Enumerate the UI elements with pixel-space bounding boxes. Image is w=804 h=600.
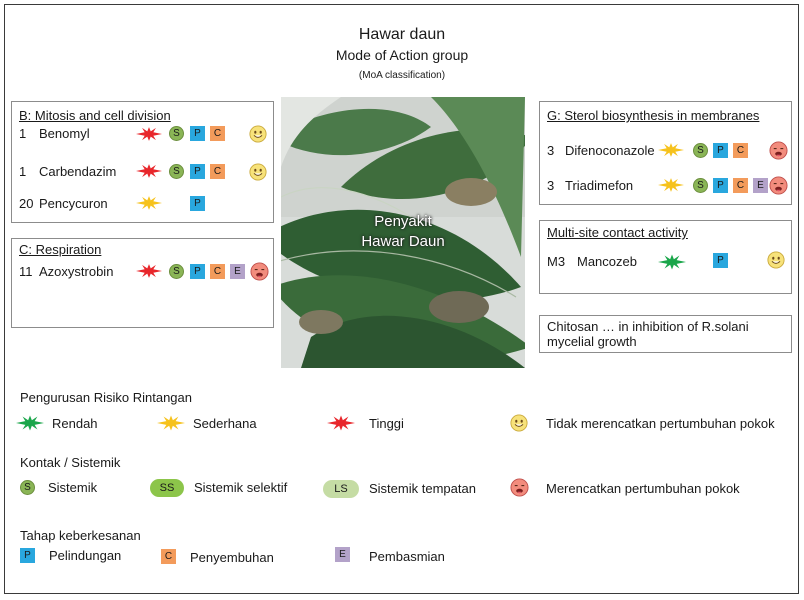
systemic-label: Sistemik — [48, 480, 98, 495]
row-code: 1 — [19, 126, 27, 141]
no-stunting-label: Tidak merencatkan pertumbuhan pokok — [546, 416, 775, 431]
smile-icon — [249, 125, 267, 143]
page-subtitle: Mode of Action group — [335, 47, 469, 63]
stunting-label: Merencatkan pertumbuhan pokok — [546, 481, 740, 496]
effectiveness-legend-title: Tahap keberkesanan — [20, 528, 141, 543]
sick-face-icon — [510, 478, 529, 497]
systemic-badge: S — [693, 178, 708, 193]
systemic-badge: S — [169, 264, 184, 279]
protection-badge: P — [20, 548, 35, 563]
group-c-box — [11, 238, 274, 328]
sick-face-icon — [769, 141, 788, 160]
protection-badge: P — [713, 143, 728, 158]
group-g-title: G: Sterol biosynthesis in membranes — [547, 108, 760, 123]
curative-badge: C — [733, 143, 748, 158]
medium-risk-icon — [136, 195, 162, 211]
risk-legend-title: Pengurusan Risiko Rintangan — [20, 390, 192, 405]
chitosan-line2: mycelial growth — [547, 334, 637, 349]
risk-low-label: Rendah — [52, 416, 98, 431]
row-code: 3 — [547, 143, 555, 158]
high-risk-icon — [136, 126, 162, 142]
eradication-badge: E — [230, 264, 245, 279]
low-risk-icon — [658, 253, 686, 271]
eradication-badge: E — [335, 547, 350, 562]
risk-medium-label: Sederhana — [193, 416, 257, 431]
protection-badge: P — [713, 253, 728, 268]
eradication-label: Pembasmian — [369, 549, 445, 564]
row-name: Triadimefon — [565, 178, 634, 193]
protection-badge: P — [190, 126, 205, 141]
protection-badge: P — [190, 164, 205, 179]
curative-badge: C — [161, 549, 176, 564]
curative-label: Penyembuhan — [190, 550, 274, 565]
curative-badge: C — [210, 126, 225, 141]
systemic-badge: S — [169, 126, 184, 141]
row-code: M3 — [547, 254, 566, 269]
local-systemic-label: Sistemik tempatan — [369, 481, 476, 496]
group-b-title: B: Mitosis and cell division — [19, 108, 171, 123]
systemic-badge: S — [20, 480, 35, 495]
curative-badge: C — [733, 178, 748, 193]
classification-note: (MoA classification) — [358, 70, 446, 81]
row-name: Mancozeb — [577, 254, 637, 269]
contact-legend-title: Kontak / Sistemik — [20, 455, 121, 470]
curative-badge: C — [210, 164, 225, 179]
medium-risk-icon — [658, 142, 684, 158]
chitosan-box — [539, 315, 792, 353]
photo-label-line2: Hawar Daun — [361, 233, 445, 250]
row-code: 20 — [19, 196, 34, 211]
smile-icon — [767, 251, 785, 269]
chitosan-line1: Chitosan … in inhibition of R.solani — [547, 319, 749, 334]
group-m-box — [539, 220, 792, 294]
row-name: Azoxystrobin — [39, 264, 114, 279]
smile-icon — [249, 163, 267, 181]
smile-icon — [510, 414, 528, 432]
systemic-badge: S — [169, 164, 184, 179]
row-code: 1 — [19, 164, 27, 179]
low-risk-icon — [16, 414, 44, 432]
sick-face-icon — [769, 176, 788, 195]
group-g-box — [539, 101, 792, 205]
protection-badge: P — [190, 264, 205, 279]
eradication-badge: E — [753, 178, 768, 193]
group-c-title: C: Respiration — [19, 242, 102, 257]
leaf-blight-photo — [281, 97, 525, 368]
row-name: Difenoconazole — [565, 143, 655, 158]
selective-systemic-badge: SS — [150, 479, 184, 497]
row-name: Benomyl — [39, 126, 90, 141]
curative-badge: C — [210, 264, 225, 279]
local-systemic-badge: LS — [323, 480, 359, 498]
medium-risk-icon — [658, 177, 684, 193]
high-risk-icon — [136, 163, 162, 179]
row-name: Carbendazim — [39, 164, 117, 179]
row-name: Pencycuron — [39, 196, 108, 211]
row-code: 3 — [547, 178, 555, 193]
protection-label: Pelindungan — [49, 548, 122, 563]
high-risk-icon — [136, 263, 162, 279]
protection-badge: P — [713, 178, 728, 193]
photo-label-line1: Penyakit — [374, 213, 432, 230]
group-b-box — [11, 101, 274, 223]
group-m-title: Multi-site contact activity — [547, 225, 688, 240]
high-risk-icon — [327, 414, 355, 432]
systemic-badge: S — [693, 143, 708, 158]
selective-systemic-label: Sistemik selektif — [194, 480, 288, 495]
medium-risk-icon — [157, 414, 185, 432]
row-code: 11 — [19, 264, 33, 279]
risk-high-label: Tinggi — [369, 416, 404, 431]
protection-badge: P — [190, 196, 205, 211]
sick-face-icon — [250, 262, 269, 281]
page-title: Hawar daun — [358, 26, 446, 43]
